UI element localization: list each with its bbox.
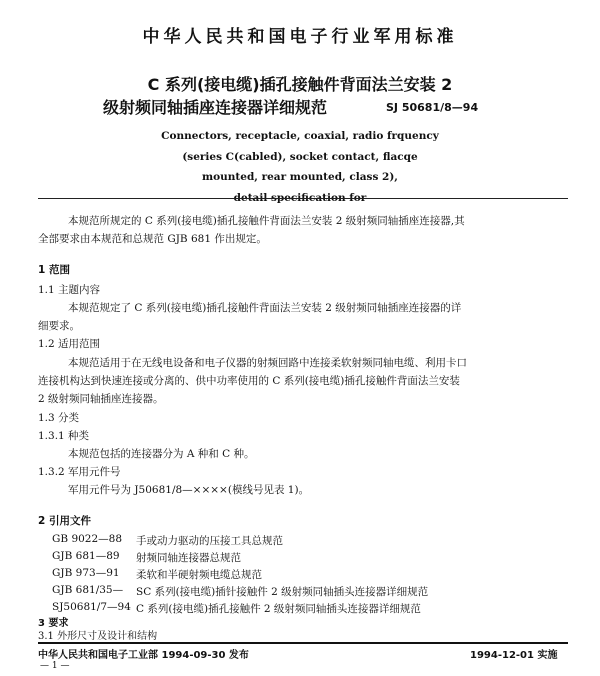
reference-code: GJB 681—89	[52, 550, 120, 562]
section-2-heading: 2 引用文件	[38, 515, 91, 527]
standard-number: SJ 50681/8—94	[386, 101, 479, 114]
section-1-3-1-heading: 1.3.1 种类	[38, 430, 90, 442]
section-1-heading: 1 范围	[38, 264, 70, 276]
standard-category-header: 中华人民共和国电子行业军用标准	[142, 27, 458, 47]
intro-line-1: 本规范所规定的 C 系列(接电缆)插孔接触件背面法兰安装 2 级射频同轴插座连接器,其	[68, 215, 465, 227]
reference-code: GJB 973—91	[52, 567, 120, 579]
footer-divider	[38, 642, 568, 644]
section-1-2-text-line-2: 连接机构达到快速连接或分离的、供中功率使用的 C 系列(接电缆)插孔接触件背面法兰安装	[38, 375, 460, 387]
section-1-1-text-line-1: 本规范规定了 C 系列(接电缆)插孔接触件背面法兰安装 2 级射频同轴插座连接器的详	[68, 302, 462, 314]
section-3-heading: 3 要求	[38, 618, 69, 629]
section-1-3-2-text: 军用元件号为 J50681/8—××××(模线号见表 1)。	[68, 484, 310, 496]
section-1-2-text-line-3: 2 级射频同轴插座连接器。	[38, 393, 164, 405]
section-1-3-1-text: 本规范包括的连接器分为 A 种和 C 种。	[68, 448, 255, 460]
english-title-line-3: mounted, rear mounted, class 2),	[202, 171, 398, 183]
section-3-1-heading: 3.1 外形尺寸及设计和结构	[38, 631, 158, 642]
reference-title: C 系列(接电缆)插孔接触件 2 级射频同轴插头连接器详细规范	[136, 603, 421, 615]
title-divider	[38, 198, 568, 199]
reference-code: GB 9022—88	[52, 533, 123, 545]
section-1-2-heading: 1.2 适用范围	[38, 338, 101, 350]
reference-code: SJ50681/7—94	[52, 601, 131, 613]
reference-code: GJB 681/35—	[52, 584, 124, 596]
issue-date: 中华人民共和国电子工业部 1994-09-30 发布	[38, 650, 249, 661]
section-1-2-text-line-1: 本规范适用于在无线电设备和电子仪器的射频回路中连接柔软射频同轴电缆、利用卡口	[68, 357, 467, 369]
section-1-3-2-heading: 1.3.2 军用元件号	[38, 466, 121, 478]
reference-title: 柔软和半硬射频电缆总规范	[136, 569, 262, 581]
document-title-line-1: C 系列(接电缆)插孔接触件背面法兰安装 2	[147, 75, 453, 94]
intro-line-2: 全部要求由本规范和总规范 GJB 681 作出规定。	[38, 233, 267, 245]
section-1-1-heading: 1.1 主题内容	[38, 284, 101, 296]
implementation-date: 1994-12-01 实施	[470, 650, 558, 661]
reference-title: SC 系列(接电缆)插针接触件 2 级射频同轴插头连接器详细规范	[136, 586, 429, 598]
section-1-3-heading: 1.3 分类	[38, 412, 80, 424]
page-number: — 1 —	[40, 661, 70, 671]
english-title-line-2: (series C(cabled), socket contact, flacqe	[182, 151, 418, 163]
reference-title: 手或动力驱动的压接工具总规范	[136, 535, 283, 547]
english-title-line-4: detail specification for	[233, 192, 367, 204]
reference-title: 射频同轴连接器总规范	[136, 552, 241, 564]
document-title-line-2: 级射频同轴插座连接器详细规范	[103, 98, 328, 117]
english-title-line-1: Connectors, receptacle, coaxial, radio frquency	[161, 130, 439, 142]
section-1-1-text-line-2: 细要求。	[38, 320, 80, 332]
